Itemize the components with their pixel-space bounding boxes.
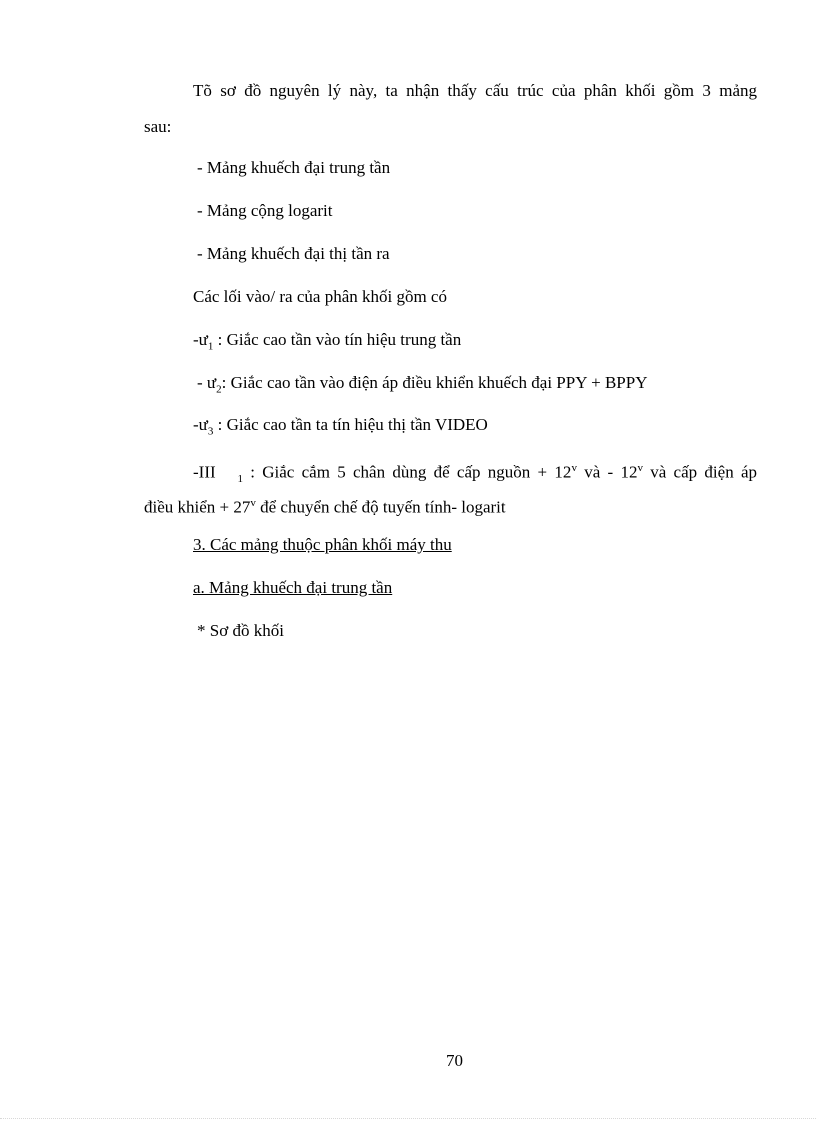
ur1-prefix: -ư — [193, 330, 208, 349]
iii-subscript: 1 — [237, 473, 243, 486]
list-item-video-amplifier: - Mảng khuếch đại thị tần ra — [197, 244, 390, 263]
paragraph-intro-line1: Tõ sơ đồ nguyên lý này, ta nhận thấy cấu trúc của phân khối gồm 3 mảng — [193, 81, 757, 100]
iii-prefix: -III — [193, 462, 216, 482]
paragraph-intro-line2: sau: — [144, 117, 172, 136]
iii-text-c: và cấp điện áp — [642, 462, 758, 482]
iii-sup-c: v — [250, 497, 256, 509]
iii-text-b: và - 12 — [576, 462, 638, 482]
ur3-prefix: -ư — [193, 415, 208, 434]
page-bottom-divider — [0, 1118, 816, 1119]
io-intro: Các lối vào/ ra của phân khối gồm có — [193, 287, 447, 306]
ur3-text: : Giắc cao tần ta tín hiệu thị tần VIDEO — [213, 415, 488, 434]
section-heading: 3. Các mảng thuộc phân khối máy thu — [193, 535, 452, 554]
ur1-subscript: 1 — [207, 340, 214, 353]
io-item-ur2 — [197, 372, 647, 400]
ur3-subscript: 3 — [207, 425, 214, 438]
iii-text-a: : Giắc cắm 5 chân dùng để cấp nguồn + 12 — [242, 462, 572, 482]
page-number: 70 — [446, 1051, 463, 1070]
block-diagram-label: * Sơ đồ khối — [197, 621, 284, 640]
iii-sup-a: v — [571, 462, 577, 474]
io-item-iii-line2 — [144, 492, 506, 519]
io-item-ur3 — [193, 414, 488, 442]
iii-line2-a: điều khiển + 27 — [144, 497, 251, 517]
ur2-prefix: - ư — [197, 373, 217, 392]
io-item-iii-line1 — [193, 457, 757, 490]
iii-line2-b: để chuyển chế độ tuyến tính- logarit — [255, 497, 506, 517]
subsection-heading: a. Mảng khuếch đại trung tần — [193, 578, 393, 597]
iii-sup-b: v — [637, 462, 643, 474]
io-item-ur1 — [193, 329, 461, 357]
ur1-text: : Giắc cao tần vào tín hiệu trung tần — [213, 330, 462, 349]
ur2-text: : Giắc cao tần vào điện áp điều khiển khuếch đại PPY + BPPY — [221, 373, 648, 392]
list-item-if-amplifier: - Mảng khuếch đại trung tần — [197, 158, 391, 177]
ur2-subscript: 2 — [216, 383, 222, 396]
list-item-log-adder: - Mảng cộng logarit — [197, 201, 333, 220]
